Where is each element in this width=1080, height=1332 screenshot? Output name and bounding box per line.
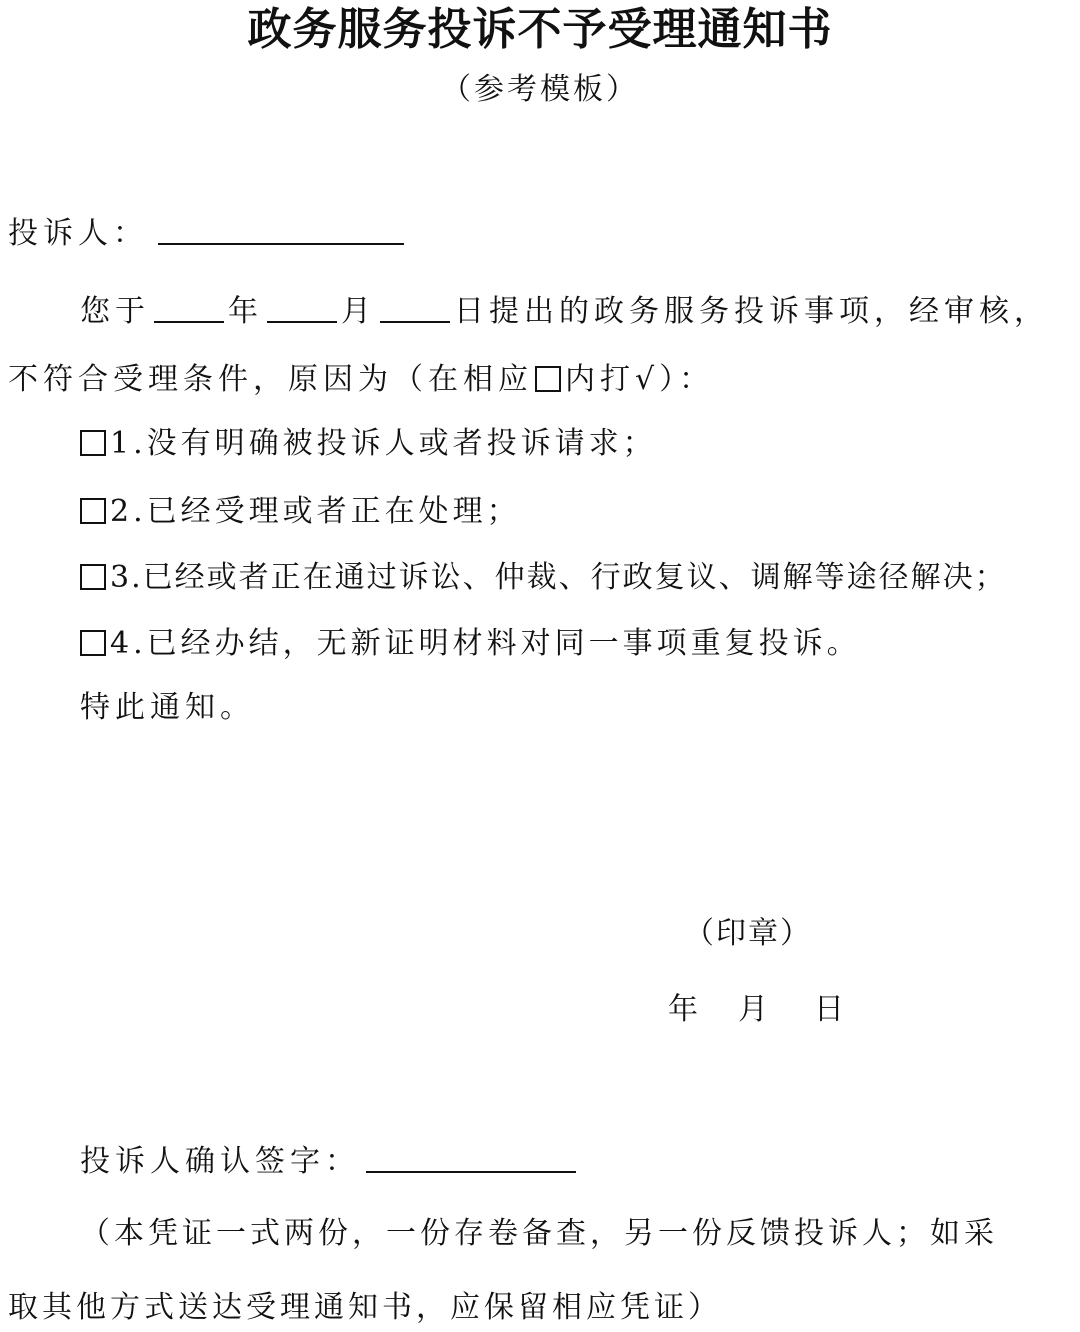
signature-field[interactable] xyxy=(366,1141,576,1173)
reason-3-text: 3.已经或者正在通过诉讼、仲裁、行政复议、调解等途径解决； xyxy=(110,560,1007,595)
reason-item-1 xyxy=(80,422,657,466)
reason-1-text: 1.没有明确被投诉人或者投诉请求； xyxy=(110,426,657,461)
date-day-label: 日 xyxy=(814,992,844,1027)
intro-year-label: 年 xyxy=(228,294,263,329)
intro-line-2 xyxy=(8,358,714,402)
reason-1-checkbox[interactable] xyxy=(80,430,106,456)
intro-line-1 xyxy=(80,290,1049,334)
complainant-label: 投诉人： xyxy=(8,216,148,251)
footnote-line-1: （本凭证一式两份，一份存卷备查，另一份反馈投诉人；如采 xyxy=(80,1216,998,1251)
intro-prefix: 您于 xyxy=(80,294,150,329)
day-blank[interactable] xyxy=(380,291,450,323)
reason-3-checkbox[interactable] xyxy=(80,564,106,590)
reason-item-2 xyxy=(80,490,521,534)
reason-4-checkbox[interactable] xyxy=(80,630,106,656)
intro-line2-a: 不符合受理条件，原因为（在相应 xyxy=(8,362,533,397)
intro-day-suffix: 日提出的政务服务投诉事项，经审核， xyxy=(454,294,1049,329)
date-year-label: 年 xyxy=(668,992,698,1027)
intro-line2-b: 内打√）： xyxy=(565,362,715,397)
confirm-line xyxy=(80,1140,580,1184)
notice-end: 特此通知。 xyxy=(80,690,255,725)
complainant-line xyxy=(8,212,408,256)
date-month-label: 月 xyxy=(738,992,768,1027)
footnote-line-2: 取其他方式送达受理通知书，应保留相应凭证） xyxy=(8,1290,722,1325)
checkbox-sample-icon xyxy=(535,366,561,392)
year-blank[interactable] xyxy=(154,291,224,323)
complainant-name-field[interactable] xyxy=(158,213,404,245)
confirm-label: 投诉人确认签字： xyxy=(80,1144,360,1179)
document-subtitle: （参考模板） xyxy=(441,72,639,107)
seal-label: （印章） xyxy=(684,916,812,951)
document-title: 政务服务投诉不予受理通知书 xyxy=(247,4,833,55)
reason-item-4 xyxy=(80,622,861,666)
date-line xyxy=(668,988,844,1032)
reason-2-text: 2.已经受理或者正在处理； xyxy=(110,494,521,529)
reason-item-3 xyxy=(80,556,1007,600)
intro-month-label: 月 xyxy=(341,294,376,329)
month-blank[interactable] xyxy=(267,291,337,323)
reason-4-text: 4.已经办结，无新证明材料对同一事项重复投诉。 xyxy=(110,626,861,661)
reason-2-checkbox[interactable] xyxy=(80,498,106,524)
